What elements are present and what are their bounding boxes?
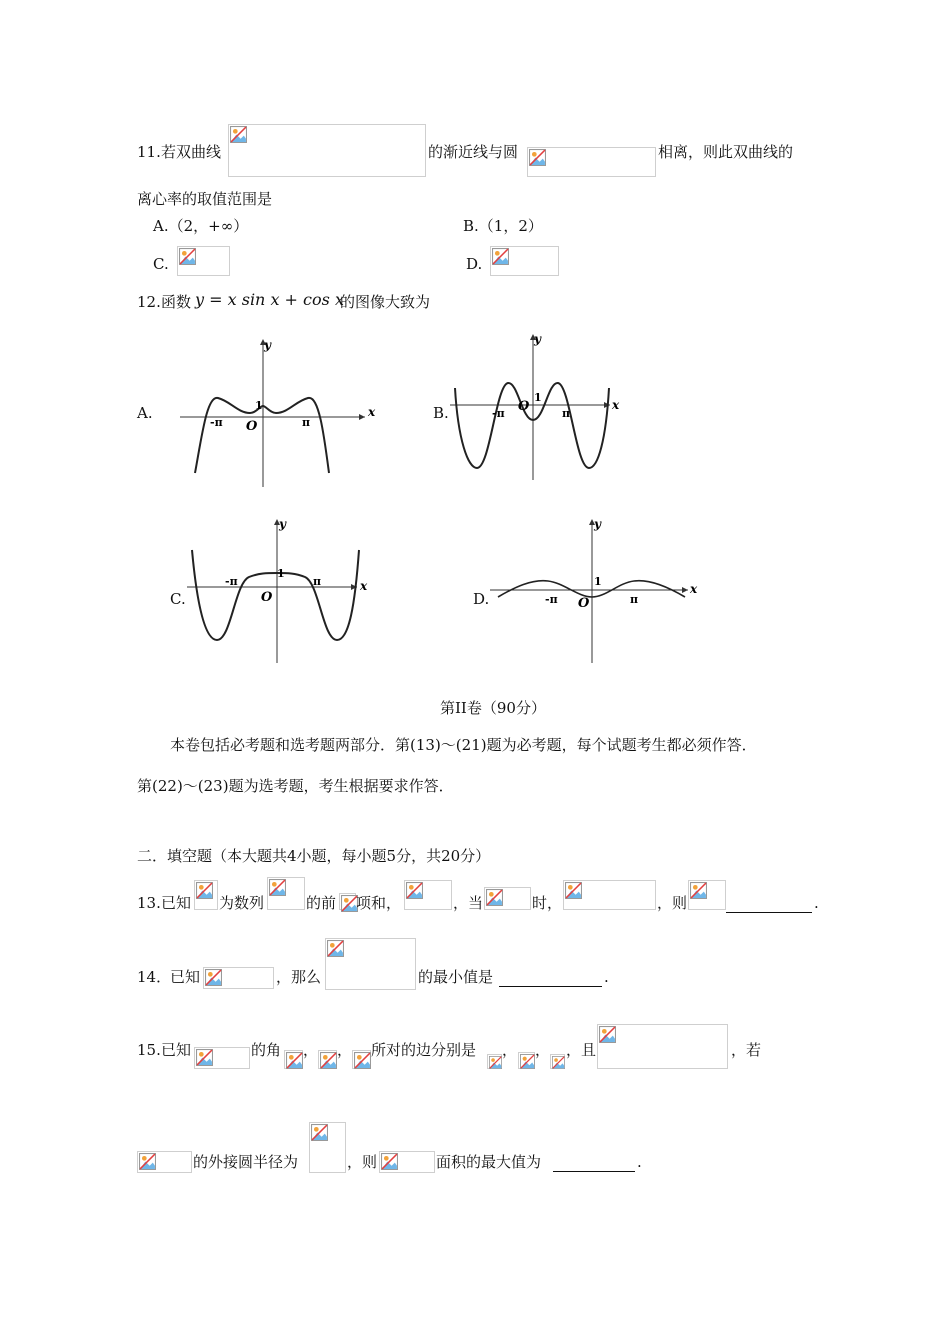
x-axis-label: x — [690, 582, 698, 596]
formula-image — [518, 1052, 535, 1069]
formula-image — [487, 1054, 502, 1069]
q15-text: ， — [303, 1041, 319, 1059]
option-d-image — [490, 246, 559, 276]
broken-image-icon — [205, 969, 222, 986]
neg-pi-label: -π — [545, 593, 558, 606]
formula-image — [688, 880, 726, 910]
q14-text: 的最小值是 — [418, 968, 494, 986]
broken-image-icon — [327, 940, 344, 957]
formula-image — [194, 1047, 250, 1069]
broken-image-icon — [565, 882, 582, 899]
q13-text: ，则 — [657, 894, 688, 912]
q13-text: 的前 — [306, 894, 337, 912]
q14-number: 14． — [137, 968, 172, 986]
formula-image — [550, 1054, 565, 1069]
pi-label: π — [562, 407, 571, 420]
formula-image — [203, 967, 274, 989]
graph-b-label: B. — [433, 404, 449, 422]
one-label: 1 — [534, 391, 542, 404]
part2-title: 第II卷（90分） — [440, 699, 546, 717]
q15-text: ，若 — [731, 1041, 762, 1059]
broken-image-icon — [139, 1153, 156, 1170]
x-axis-label: x — [360, 579, 368, 593]
graph-d — [490, 515, 705, 665]
q15-text: 已知 — [161, 1041, 192, 1059]
q13-text: 项和， — [356, 894, 402, 912]
graph-a-label: A. — [137, 404, 153, 422]
answer-blank[interactable] — [553, 1152, 635, 1172]
origin-label: O — [578, 596, 590, 611]
broken-image-icon — [196, 882, 213, 899]
section-heading: 二．填空题（本大题共4小题，每小题5分，共20分） — [137, 847, 491, 865]
graph-c-label: C. — [170, 590, 186, 608]
origin-label: O — [518, 399, 530, 414]
broken-image-icon — [529, 149, 546, 166]
q13-text: 为数列 — [219, 894, 265, 912]
formula-image — [309, 1122, 346, 1173]
q12-number: 12. — [137, 293, 161, 311]
broken-image-icon — [552, 1056, 565, 1069]
formula-image — [379, 1151, 435, 1173]
formula-image — [284, 1050, 303, 1069]
formula-image — [267, 877, 305, 910]
broken-image-icon — [520, 1054, 535, 1069]
hyperbola-equation-image — [228, 124, 426, 177]
q11-number: 11. — [137, 143, 161, 161]
broken-image-icon — [599, 1026, 616, 1043]
broken-image-icon — [381, 1153, 398, 1170]
formula-image — [563, 880, 656, 910]
circle-equation-image — [527, 147, 656, 177]
q13-text: . — [814, 894, 819, 912]
broken-image-icon — [196, 1049, 213, 1066]
formula-image — [484, 887, 531, 910]
broken-image-icon — [406, 882, 423, 899]
broken-image-icon — [230, 126, 247, 143]
q15-text: ，则 — [347, 1153, 378, 1171]
broken-image-icon — [286, 1052, 303, 1069]
one-label: 1 — [277, 567, 285, 580]
origin-label: O — [246, 419, 258, 434]
y-axis-label: y — [279, 517, 286, 531]
q15-text: 的角 — [251, 1041, 282, 1059]
neg-pi-label: -π — [492, 407, 505, 420]
broken-image-icon — [690, 882, 707, 899]
q15-number: 15. — [137, 1041, 161, 1059]
q15-text: ， — [502, 1041, 518, 1059]
broken-image-icon — [320, 1052, 337, 1069]
pi-label: π — [313, 575, 322, 588]
graph-a — [180, 335, 380, 490]
graph-d-label: D. — [473, 590, 490, 608]
y-axis-label: y — [534, 332, 541, 346]
formula-image — [325, 938, 416, 990]
q15-text: 面积的最大值为 — [436, 1153, 542, 1171]
neg-pi-label: -π — [225, 575, 238, 588]
q15-text: ， — [535, 1041, 551, 1059]
answer-blank[interactable] — [726, 893, 812, 913]
formula-image — [137, 1151, 192, 1173]
q12-text: 函数 — [161, 293, 192, 311]
graph-c — [187, 515, 377, 665]
broken-image-icon — [354, 1052, 371, 1069]
q11-text: 若双曲线 — [161, 143, 222, 161]
q14-text: ，那么 — [276, 968, 322, 986]
answer-blank[interactable] — [499, 967, 602, 987]
formula-image — [597, 1024, 728, 1069]
q11-text: 离心率的取值范围是 — [137, 190, 273, 208]
formula-image — [339, 893, 356, 910]
part2-intro: 本卷包括必考题和选考题两部分．第(13)～(21)题为必考题，每个试题考生都必须作答． — [170, 736, 757, 754]
q15-text: . — [637, 1153, 642, 1171]
option-b: B.（1，2） — [463, 217, 543, 235]
origin-label: O — [261, 590, 273, 605]
broken-image-icon — [269, 879, 286, 896]
q15-text: 所对的边分别是 — [371, 1041, 477, 1059]
q13-text: 已知 — [161, 894, 192, 912]
function-formula: y = x sin x + cos x — [195, 290, 344, 309]
y-axis-label: y — [594, 517, 601, 531]
broken-image-icon — [492, 248, 509, 265]
q13-text: 时， — [532, 894, 563, 912]
pi-label: π — [630, 593, 639, 606]
q11-text: 相离，则此双曲线的 — [658, 143, 794, 161]
broken-image-icon — [179, 248, 196, 265]
q11-text: 的渐近线与圆 — [428, 143, 519, 161]
option-d-label: D. — [466, 255, 483, 273]
q12-text: 的图像大致为 — [340, 293, 431, 311]
option-c-label: C. — [153, 255, 169, 273]
neg-pi-label: -π — [210, 416, 223, 429]
q15-text: 的外接圆半径为 — [193, 1153, 299, 1171]
option-a: A.（2，+∞） — [153, 217, 249, 235]
x-axis-label: x — [368, 405, 376, 419]
formula-image — [194, 880, 218, 910]
q15-text: ， — [337, 1041, 353, 1059]
formula-image — [404, 880, 452, 910]
one-label: 1 — [594, 575, 602, 588]
option-c-image — [177, 246, 230, 276]
broken-image-icon — [311, 1124, 328, 1141]
q14-text: . — [604, 968, 609, 986]
one-label: 1 — [255, 399, 263, 412]
graph-b — [450, 330, 630, 485]
pi-label: π — [302, 416, 311, 429]
q13-text: ，当 — [453, 894, 484, 912]
broken-image-icon — [489, 1056, 502, 1069]
formula-image — [352, 1050, 371, 1069]
q15-text: ，且 — [566, 1041, 597, 1059]
x-axis-label: x — [612, 398, 620, 412]
part2-intro: 第(22)～(23)题为选考题，考生根据要求作答． — [137, 777, 454, 795]
y-axis-label: y — [264, 338, 271, 352]
formula-image — [318, 1050, 337, 1069]
q14-text: 已知 — [170, 968, 201, 986]
broken-image-icon — [486, 889, 503, 906]
q13-number: 13. — [137, 894, 161, 912]
